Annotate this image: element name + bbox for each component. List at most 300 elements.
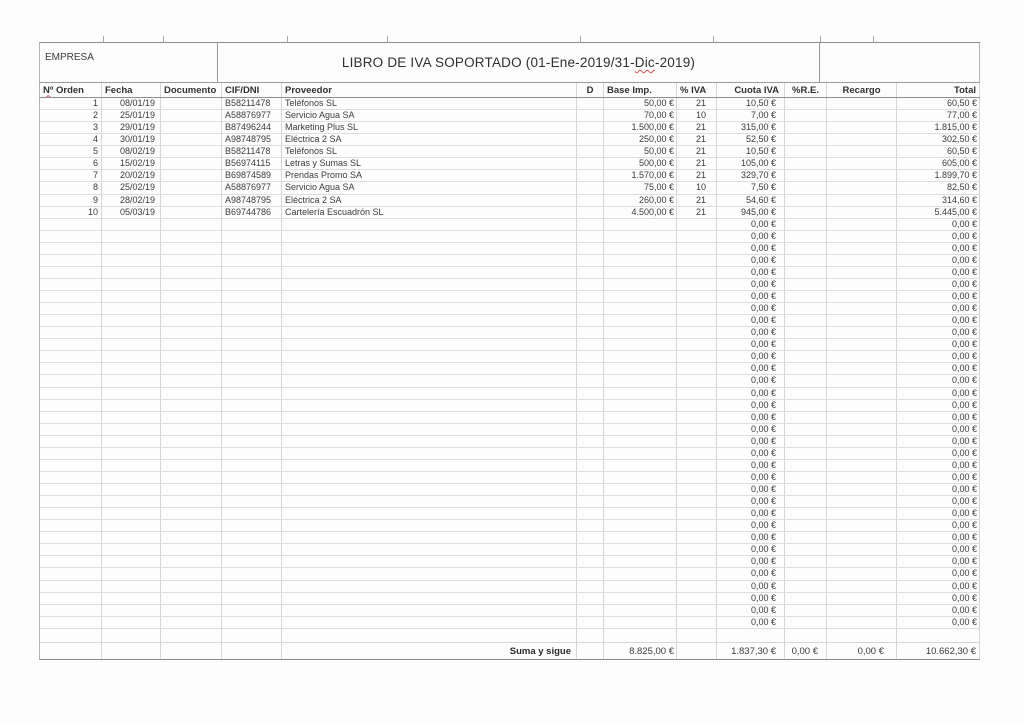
cell-documento[interactable] xyxy=(161,219,222,230)
cell-orden[interactable] xyxy=(40,520,102,531)
summary-iva[interactable] xyxy=(677,643,717,659)
cell-cif[interactable] xyxy=(222,351,282,362)
cell-cuota[interactable]: 0,00 € xyxy=(717,243,785,254)
cell-documento[interactable] xyxy=(161,448,222,459)
cell-d[interactable] xyxy=(577,593,604,604)
cell-re[interactable] xyxy=(785,375,827,386)
cell-proveedor[interactable] xyxy=(282,351,577,362)
cell-orden[interactable]: 2 xyxy=(40,110,102,121)
cell-total[interactable]: 0,00 € xyxy=(897,339,980,350)
cell-total[interactable]: 0,00 € xyxy=(897,388,980,399)
cell-documento[interactable] xyxy=(161,146,222,157)
cell-recargo[interactable] xyxy=(827,327,897,338)
cell-orden[interactable] xyxy=(40,436,102,447)
cell-documento[interactable] xyxy=(161,158,222,169)
cell-iva[interactable] xyxy=(677,291,717,302)
cell-total[interactable]: 0,00 € xyxy=(897,544,980,555)
cell-re[interactable] xyxy=(785,327,827,338)
cell-recargo[interactable] xyxy=(827,556,897,567)
cell-iva[interactable] xyxy=(677,351,717,362)
cell-documento[interactable] xyxy=(161,629,222,642)
cell-cuota[interactable]: 0,00 € xyxy=(717,279,785,290)
cell-fecha[interactable] xyxy=(102,508,161,519)
cell-d[interactable] xyxy=(577,182,604,193)
cell-fecha[interactable] xyxy=(102,291,161,302)
cell-re[interactable] xyxy=(785,484,827,495)
cell-recargo[interactable] xyxy=(827,424,897,435)
cell-recargo[interactable] xyxy=(827,484,897,495)
cell-total[interactable]: 0,00 € xyxy=(897,472,980,483)
cell-d[interactable] xyxy=(577,544,604,555)
cell-cuota[interactable]: 52,50 € xyxy=(717,134,785,145)
cell-orden[interactable] xyxy=(40,388,102,399)
cell-total[interactable]: 60,50 € xyxy=(897,98,980,109)
cell-d[interactable] xyxy=(577,436,604,447)
cell-fecha[interactable] xyxy=(102,617,161,628)
cell-cuota[interactable]: 0,00 € xyxy=(717,400,785,411)
cell-cif[interactable] xyxy=(222,532,282,543)
cell-documento[interactable] xyxy=(161,460,222,471)
cell-recargo[interactable] xyxy=(827,544,897,555)
cell-proveedor[interactable] xyxy=(282,460,577,471)
header-d[interactable]: D xyxy=(577,83,604,97)
cell-d[interactable] xyxy=(577,496,604,507)
cell-cuota[interactable]: 7,00 € xyxy=(717,110,785,121)
cell-cuota[interactable]: 0,00 € xyxy=(717,605,785,616)
cell-documento[interactable] xyxy=(161,617,222,628)
cell-re[interactable] xyxy=(785,520,827,531)
cell-documento[interactable] xyxy=(161,363,222,374)
cell-documento[interactable] xyxy=(161,267,222,278)
cell-recargo[interactable] xyxy=(827,400,897,411)
cell-proveedor[interactable] xyxy=(282,593,577,604)
cell-proveedor[interactable]: Letras y Sumas SL xyxy=(282,158,577,169)
cell-cuota[interactable]: 10,50 € xyxy=(717,98,785,109)
summary-documento[interactable] xyxy=(161,643,222,659)
cell-iva[interactable] xyxy=(677,255,717,266)
cell-documento[interactable] xyxy=(161,568,222,579)
header-cif[interactable]: CIF/DNI xyxy=(222,83,282,97)
cell-fecha[interactable] xyxy=(102,351,161,362)
cell-cif[interactable] xyxy=(222,436,282,447)
cell-proveedor[interactable] xyxy=(282,255,577,266)
cell-cuota[interactable]: 0,00 € xyxy=(717,231,785,242)
cell-re[interactable] xyxy=(785,146,827,157)
cell-iva[interactable] xyxy=(677,279,717,290)
cell-d[interactable] xyxy=(577,388,604,399)
cell-orden[interactable] xyxy=(40,581,102,592)
cell-total[interactable]: 0,00 € xyxy=(897,400,980,411)
cell-cif[interactable]: B56974115 xyxy=(222,158,282,169)
cell-iva[interactable] xyxy=(677,472,717,483)
cell-re[interactable] xyxy=(785,496,827,507)
cell-iva[interactable] xyxy=(677,436,717,447)
cell-base[interactable] xyxy=(604,424,677,435)
cell-iva[interactable] xyxy=(677,496,717,507)
cell-recargo[interactable] xyxy=(827,146,897,157)
cell-total[interactable]: 5.445,00 € xyxy=(897,207,980,218)
cell-iva[interactable] xyxy=(677,605,717,616)
cell-proveedor[interactable] xyxy=(282,568,577,579)
cell-re[interactable] xyxy=(785,556,827,567)
cell-d[interactable] xyxy=(577,581,604,592)
cell-proveedor[interactable] xyxy=(282,472,577,483)
cell-base[interactable] xyxy=(604,400,677,411)
cell-iva[interactable] xyxy=(677,532,717,543)
cell-base[interactable] xyxy=(604,219,677,230)
cell-cif[interactable] xyxy=(222,556,282,567)
cell-cuota[interactable]: 0,00 € xyxy=(717,339,785,350)
cell-cuota[interactable]: 0,00 € xyxy=(717,544,785,555)
cell-cif[interactable] xyxy=(222,544,282,555)
cell-fecha[interactable] xyxy=(102,436,161,447)
cell-d[interactable] xyxy=(577,134,604,145)
cell-cuota[interactable]: 0,00 € xyxy=(717,388,785,399)
cell-base[interactable] xyxy=(604,375,677,386)
cell-proveedor[interactable] xyxy=(282,581,577,592)
cell-base[interactable]: 75,00 € xyxy=(604,182,677,193)
cell-proveedor[interactable] xyxy=(282,605,577,616)
cell-proveedor[interactable]: Eléctrica 2 SA xyxy=(282,134,577,145)
cell-iva[interactable] xyxy=(677,388,717,399)
cell-orden[interactable] xyxy=(40,267,102,278)
cell-iva[interactable] xyxy=(677,424,717,435)
cell-d[interactable] xyxy=(577,448,604,459)
cell-cif[interactable] xyxy=(222,568,282,579)
cell-fecha[interactable] xyxy=(102,532,161,543)
cell-cif[interactable] xyxy=(222,424,282,435)
cell-re[interactable] xyxy=(785,593,827,604)
cell-recargo[interactable] xyxy=(827,617,897,628)
cell-re[interactable] xyxy=(785,436,827,447)
cell-recargo[interactable] xyxy=(827,375,897,386)
cell-iva[interactable]: 21 xyxy=(677,170,717,181)
cell-cif[interactable] xyxy=(222,484,282,495)
cell-cif[interactable] xyxy=(222,339,282,350)
cell-proveedor[interactable] xyxy=(282,279,577,290)
cell-cif[interactable]: B69874589 xyxy=(222,170,282,181)
cell-fecha[interactable] xyxy=(102,363,161,374)
title-spacer-cell[interactable] xyxy=(820,43,980,82)
cell-total[interactable]: 0,00 € xyxy=(897,303,980,314)
cell-d[interactable] xyxy=(577,484,604,495)
cell-total[interactable]: 0,00 € xyxy=(897,508,980,519)
cell-documento[interactable] xyxy=(161,327,222,338)
cell-cif[interactable] xyxy=(222,412,282,423)
cell-cif[interactable]: B58211478 xyxy=(222,146,282,157)
cell-recargo[interactable] xyxy=(827,581,897,592)
cell-cif[interactable] xyxy=(222,327,282,338)
cell-orden[interactable] xyxy=(40,448,102,459)
cell-proveedor[interactable] xyxy=(282,363,577,374)
cell-iva[interactable]: 21 xyxy=(677,134,717,145)
summary-total[interactable]: 10.662,30 € xyxy=(897,643,980,659)
cell-cif[interactable]: B58211478 xyxy=(222,98,282,109)
cell-d[interactable] xyxy=(577,291,604,302)
cell-recargo[interactable] xyxy=(827,315,897,326)
cell-d[interactable] xyxy=(577,207,604,218)
cell-proveedor[interactable] xyxy=(282,339,577,350)
cell-fecha[interactable]: 15/02/19 xyxy=(102,158,161,169)
cell-cuota[interactable]: 0,00 € xyxy=(717,617,785,628)
cell-iva[interactable] xyxy=(677,243,717,254)
cell-total[interactable]: 0,00 € xyxy=(897,231,980,242)
cell-total[interactable]: 0,00 € xyxy=(897,219,980,230)
cell-d[interactable] xyxy=(577,520,604,531)
cell-base[interactable] xyxy=(604,484,677,495)
cell-proveedor[interactable] xyxy=(282,544,577,555)
cell-iva[interactable]: 10 xyxy=(677,110,717,121)
cell-cif[interactable] xyxy=(222,303,282,314)
cell-base[interactable] xyxy=(604,508,677,519)
cell-orden[interactable] xyxy=(40,593,102,604)
cell-fecha[interactable] xyxy=(102,388,161,399)
cell-iva[interactable]: 21 xyxy=(677,207,717,218)
cell-d[interactable] xyxy=(577,146,604,157)
cell-total[interactable]: 82,50 € xyxy=(897,182,980,193)
cell-cuota[interactable]: 329,70 € xyxy=(717,170,785,181)
cell-base[interactable] xyxy=(604,412,677,423)
cell-base[interactable]: 70,00 € xyxy=(604,110,677,121)
cell-cif[interactable] xyxy=(222,448,282,459)
cell-proveedor[interactable] xyxy=(282,327,577,338)
cell-orden[interactable]: 3 xyxy=(40,122,102,133)
cell-orden[interactable] xyxy=(40,544,102,555)
cell-recargo[interactable] xyxy=(827,532,897,543)
cell-documento[interactable] xyxy=(161,496,222,507)
cell-documento[interactable] xyxy=(161,339,222,350)
cell-documento[interactable] xyxy=(161,508,222,519)
cell-fecha[interactable] xyxy=(102,400,161,411)
cell-iva[interactable] xyxy=(677,219,717,230)
cell-proveedor[interactable]: Servicio Agua SA xyxy=(282,182,577,193)
cell-re[interactable] xyxy=(785,134,827,145)
cell-recargo[interactable] xyxy=(827,158,897,169)
cell-total[interactable]: 1.899,70 € xyxy=(897,170,980,181)
cell-proveedor[interactable] xyxy=(282,556,577,567)
cell-total[interactable]: 0,00 € xyxy=(897,593,980,604)
cell-d[interactable] xyxy=(577,460,604,471)
summary-re[interactable]: 0,00 € xyxy=(785,643,827,659)
cell-cif[interactable] xyxy=(222,267,282,278)
cell-cuota[interactable]: 0,00 € xyxy=(717,581,785,592)
cell-recargo[interactable] xyxy=(827,279,897,290)
cell-fecha[interactable] xyxy=(102,219,161,230)
cell-fecha[interactable]: 30/01/19 xyxy=(102,134,161,145)
cell-orden[interactable] xyxy=(40,605,102,616)
cell-orden[interactable] xyxy=(40,339,102,350)
cell-fecha[interactable]: 28/02/19 xyxy=(102,195,161,206)
cell-recargo[interactable] xyxy=(827,267,897,278)
summary-d[interactable] xyxy=(577,643,604,659)
cell-documento[interactable] xyxy=(161,110,222,121)
cell-re[interactable] xyxy=(785,605,827,616)
cell-total[interactable]: 0,00 € xyxy=(897,520,980,531)
cell-proveedor[interactable] xyxy=(282,243,577,254)
cell-orden[interactable] xyxy=(40,496,102,507)
cell-total[interactable]: 0,00 € xyxy=(897,581,980,592)
cell-recargo[interactable] xyxy=(827,255,897,266)
cell-base[interactable]: 500,00 € xyxy=(604,158,677,169)
cell-orden[interactable] xyxy=(40,556,102,567)
header-total[interactable]: Total xyxy=(897,83,980,97)
cell-total[interactable]: 0,00 € xyxy=(897,255,980,266)
cell-orden[interactable] xyxy=(40,629,102,642)
cell-fecha[interactable] xyxy=(102,629,161,642)
cell-base[interactable] xyxy=(604,436,677,447)
cell-documento[interactable] xyxy=(161,279,222,290)
cell-documento[interactable] xyxy=(161,134,222,145)
cell-fecha[interactable] xyxy=(102,544,161,555)
cell-base[interactable] xyxy=(604,496,677,507)
cell-iva[interactable] xyxy=(677,629,717,642)
cell-base[interactable]: 250,00 € xyxy=(604,134,677,145)
cell-total[interactable]: 60,50 € xyxy=(897,146,980,157)
cell-d[interactable] xyxy=(577,110,604,121)
cell-cif[interactable]: A98748795 xyxy=(222,134,282,145)
cell-total[interactable]: 0,00 € xyxy=(897,605,980,616)
cell-documento[interactable] xyxy=(161,170,222,181)
cell-iva[interactable] xyxy=(677,267,717,278)
cell-cuota[interactable]: 0,00 € xyxy=(717,375,785,386)
cell-cif[interactable] xyxy=(222,629,282,642)
cell-total[interactable]: 605,00 € xyxy=(897,158,980,169)
cell-recargo[interactable] xyxy=(827,448,897,459)
cell-re[interactable] xyxy=(785,255,827,266)
cell-documento[interactable] xyxy=(161,412,222,423)
cell-orden[interactable] xyxy=(40,291,102,302)
cell-d[interactable] xyxy=(577,170,604,181)
cell-total[interactable]: 0,00 € xyxy=(897,617,980,628)
cell-fecha[interactable]: 08/02/19 xyxy=(102,146,161,157)
cell-recargo[interactable] xyxy=(827,231,897,242)
cell-cuota[interactable]: 0,00 € xyxy=(717,520,785,531)
cell-documento[interactable] xyxy=(161,532,222,543)
cell-base[interactable]: 4.500,00 € xyxy=(604,207,677,218)
cell-cuota[interactable]: 0,00 € xyxy=(717,532,785,543)
cell-iva[interactable]: 21 xyxy=(677,146,717,157)
cell-re[interactable] xyxy=(785,363,827,374)
cell-fecha[interactable] xyxy=(102,231,161,242)
cell-documento[interactable] xyxy=(161,388,222,399)
cell-cuota[interactable]: 7,50 € xyxy=(717,182,785,193)
summary-label-cell[interactable] xyxy=(282,643,577,659)
cell-proveedor[interactable] xyxy=(282,617,577,628)
cell-documento[interactable] xyxy=(161,593,222,604)
cell-orden[interactable]: 1 xyxy=(40,98,102,109)
cell-cif[interactable]: A98748795 xyxy=(222,195,282,206)
cell-iva[interactable]: 10 xyxy=(677,182,717,193)
cell-cuota[interactable]: 0,00 € xyxy=(717,484,785,495)
cell-re[interactable] xyxy=(785,279,827,290)
cell-re[interactable] xyxy=(785,629,827,642)
cell-fecha[interactable]: 25/02/19 xyxy=(102,182,161,193)
cell-total[interactable]: 0,00 € xyxy=(897,568,980,579)
cell-total[interactable]: 0,00 € xyxy=(897,363,980,374)
cell-documento[interactable] xyxy=(161,231,222,242)
cell-iva[interactable] xyxy=(677,363,717,374)
cell-cif[interactable] xyxy=(222,605,282,616)
cell-d[interactable] xyxy=(577,375,604,386)
cell-orden[interactable]: 9 xyxy=(40,195,102,206)
cell-orden[interactable]: 4 xyxy=(40,134,102,145)
cell-total[interactable]: 1.815,00 € xyxy=(897,122,980,133)
cell-iva[interactable] xyxy=(677,231,717,242)
cell-cif[interactable]: A58876977 xyxy=(222,110,282,121)
cell-re[interactable] xyxy=(785,182,827,193)
cell-re[interactable] xyxy=(785,207,827,218)
cell-fecha[interactable]: 20/02/19 xyxy=(102,170,161,181)
cell-d[interactable] xyxy=(577,267,604,278)
cell-fecha[interactable] xyxy=(102,255,161,266)
cell-base[interactable] xyxy=(604,605,677,616)
cell-documento[interactable] xyxy=(161,207,222,218)
summary-base[interactable]: 8.825,00 € xyxy=(604,643,677,659)
cell-re[interactable] xyxy=(785,460,827,471)
cell-proveedor[interactable] xyxy=(282,484,577,495)
cell-re[interactable] xyxy=(785,424,827,435)
cell-base[interactable] xyxy=(604,351,677,362)
cell-re[interactable] xyxy=(785,158,827,169)
header-fecha[interactable]: Fecha xyxy=(102,83,161,97)
cell-d[interactable] xyxy=(577,339,604,350)
cell-orden[interactable] xyxy=(40,303,102,314)
cell-orden[interactable] xyxy=(40,327,102,338)
cell-cif[interactable] xyxy=(222,400,282,411)
header-iva[interactable]: % IVA xyxy=(677,83,717,97)
cell-recargo[interactable] xyxy=(827,472,897,483)
cell-documento[interactable] xyxy=(161,315,222,326)
cell-documento[interactable] xyxy=(161,605,222,616)
cell-base[interactable] xyxy=(604,363,677,374)
cell-orden[interactable] xyxy=(40,424,102,435)
cell-fecha[interactable] xyxy=(102,568,161,579)
cell-fecha[interactable] xyxy=(102,520,161,531)
cell-base[interactable] xyxy=(604,291,677,302)
cell-cuota[interactable]: 0,00 € xyxy=(717,496,785,507)
cell-d[interactable] xyxy=(577,351,604,362)
header-proveedor[interactable]: Proveedor xyxy=(282,83,577,97)
cell-proveedor[interactable]: Teléfonos SL xyxy=(282,98,577,109)
cell-proveedor[interactable] xyxy=(282,448,577,459)
cell-base[interactable] xyxy=(604,339,677,350)
cell-iva[interactable] xyxy=(677,303,717,314)
cell-cuota[interactable]: 0,00 € xyxy=(717,593,785,604)
cell-documento[interactable] xyxy=(161,400,222,411)
cell-re[interactable] xyxy=(785,110,827,121)
cell-recargo[interactable] xyxy=(827,207,897,218)
cell-orden[interactable] xyxy=(40,243,102,254)
cell-cuota[interactable]: 54,60 € xyxy=(717,195,785,206)
cell-recargo[interactable] xyxy=(827,339,897,350)
cell-iva[interactable] xyxy=(677,460,717,471)
cell-orden[interactable] xyxy=(40,255,102,266)
cell-proveedor[interactable] xyxy=(282,520,577,531)
cell-documento[interactable] xyxy=(161,122,222,133)
cell-cif[interactable] xyxy=(222,363,282,374)
cell-fecha[interactable] xyxy=(102,412,161,423)
cell-re[interactable] xyxy=(785,532,827,543)
header-recargo[interactable]: Recargo xyxy=(827,83,897,97)
cell-proveedor[interactable]: Prendas Promo SA xyxy=(282,170,577,181)
cell-orden[interactable] xyxy=(40,568,102,579)
cell-base[interactable]: 260,00 € xyxy=(604,195,677,206)
cell-iva[interactable] xyxy=(677,508,717,519)
cell-proveedor[interactable] xyxy=(282,315,577,326)
cell-documento[interactable] xyxy=(161,520,222,531)
cell-cif[interactable] xyxy=(222,520,282,531)
cell-d[interactable] xyxy=(577,424,604,435)
